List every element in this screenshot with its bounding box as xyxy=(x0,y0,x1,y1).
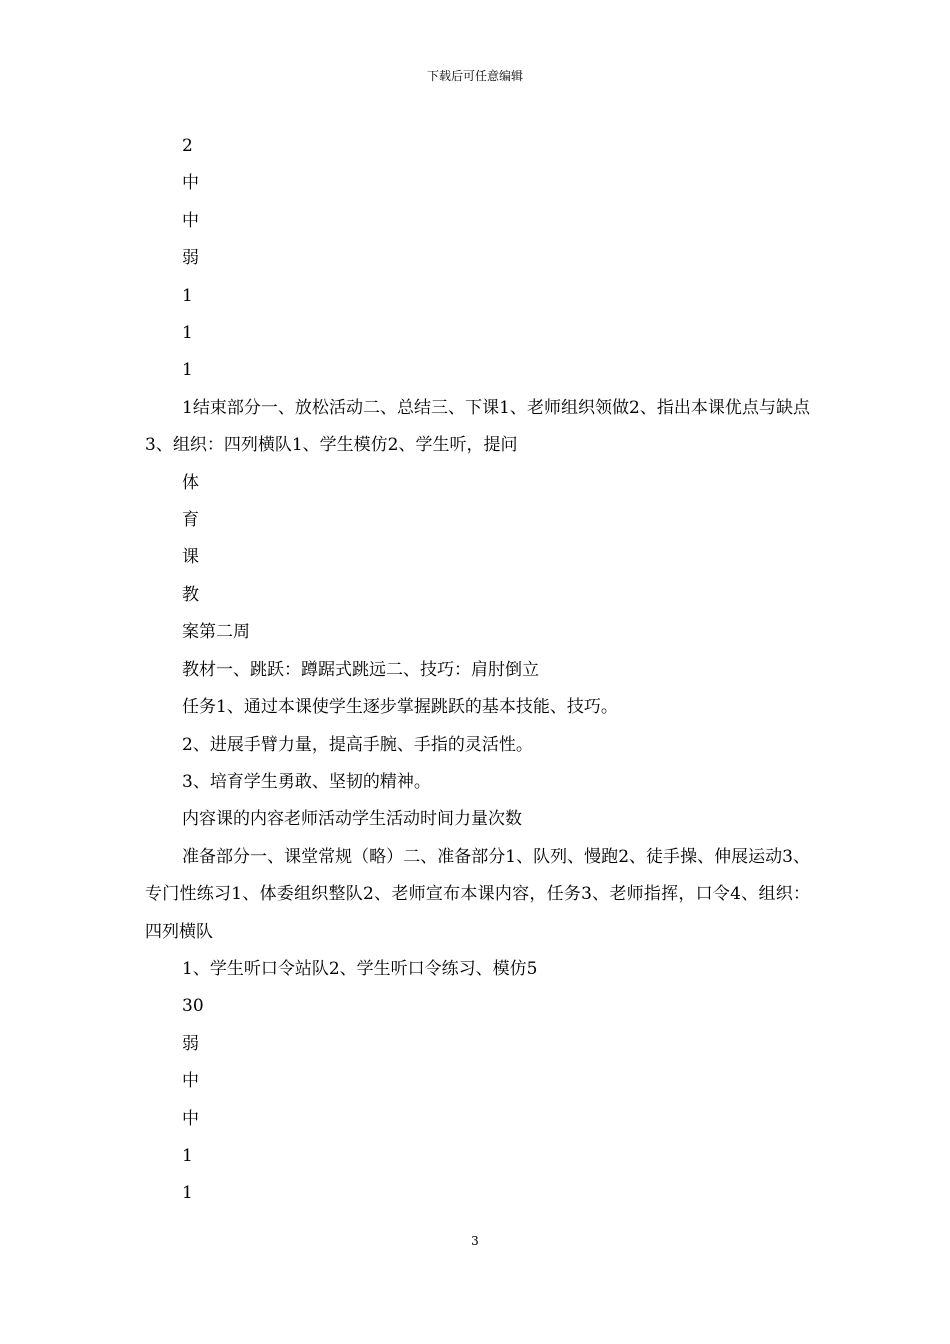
paragraph: 30 xyxy=(182,996,204,1017)
paragraph: 1 xyxy=(182,1145,193,1166)
document-body xyxy=(145,128,810,1213)
paragraph: 弱 xyxy=(182,1033,199,1054)
paragraph: 1 xyxy=(182,360,193,381)
paragraph: 1、学生听口令站队2、学生听口令练习、模仿5 xyxy=(182,958,538,979)
paragraph: 弱 xyxy=(182,248,199,269)
paragraph: 2 xyxy=(182,136,193,156)
paragraph: 准备部分一、课堂常规（略）二、准备部分1、队列、慢跑2、徒手操、伸展运动3、专门性练习1、体委组织整队2、老师宣布本课内容，任务3、老师指挥，口令4、组织：四列横队 xyxy=(145,846,810,942)
paragraph: 教材一、跳跃：蹲踞式跳远二、技巧：肩肘倒立 xyxy=(182,659,539,680)
paragraph: 3、培育学生勇敢、坚韧的精神。 xyxy=(182,771,431,792)
paragraph: 1 xyxy=(182,285,193,306)
paragraph: 1 xyxy=(182,323,193,344)
paragraph: 体 xyxy=(182,472,199,493)
paragraph: 教 xyxy=(182,584,199,605)
paragraph: 案第二周 xyxy=(182,622,250,643)
paragraph: 中 xyxy=(182,1071,199,1092)
paragraph: 任务1、通过本课使学生逐步掌握跳跃的基本技能、技巧。 xyxy=(182,697,618,718)
paragraph: 1结束部分一、放松活动二、总结三、下课1、老师组织领做2、指出本课优点与缺点3、组织：四列横队1、学生模仿2、学生听，提问 xyxy=(145,397,810,456)
paragraph: 中 xyxy=(182,1108,199,1129)
paragraph: 育 xyxy=(182,510,199,531)
paragraph: 2、进展手臂力量，提高手腕、手指的灵活性。 xyxy=(182,734,533,755)
paragraph: 中 xyxy=(182,210,199,231)
page-header: 下载后可任意编辑 xyxy=(426,69,523,83)
paragraph: 课 xyxy=(182,547,199,568)
paragraph: 1 xyxy=(182,1183,193,1204)
page-number: 3 xyxy=(471,1234,479,1248)
paragraph: 内容课的内容老师活动学生活动时间力量次数 xyxy=(182,809,522,830)
paragraph: 中 xyxy=(182,173,199,194)
